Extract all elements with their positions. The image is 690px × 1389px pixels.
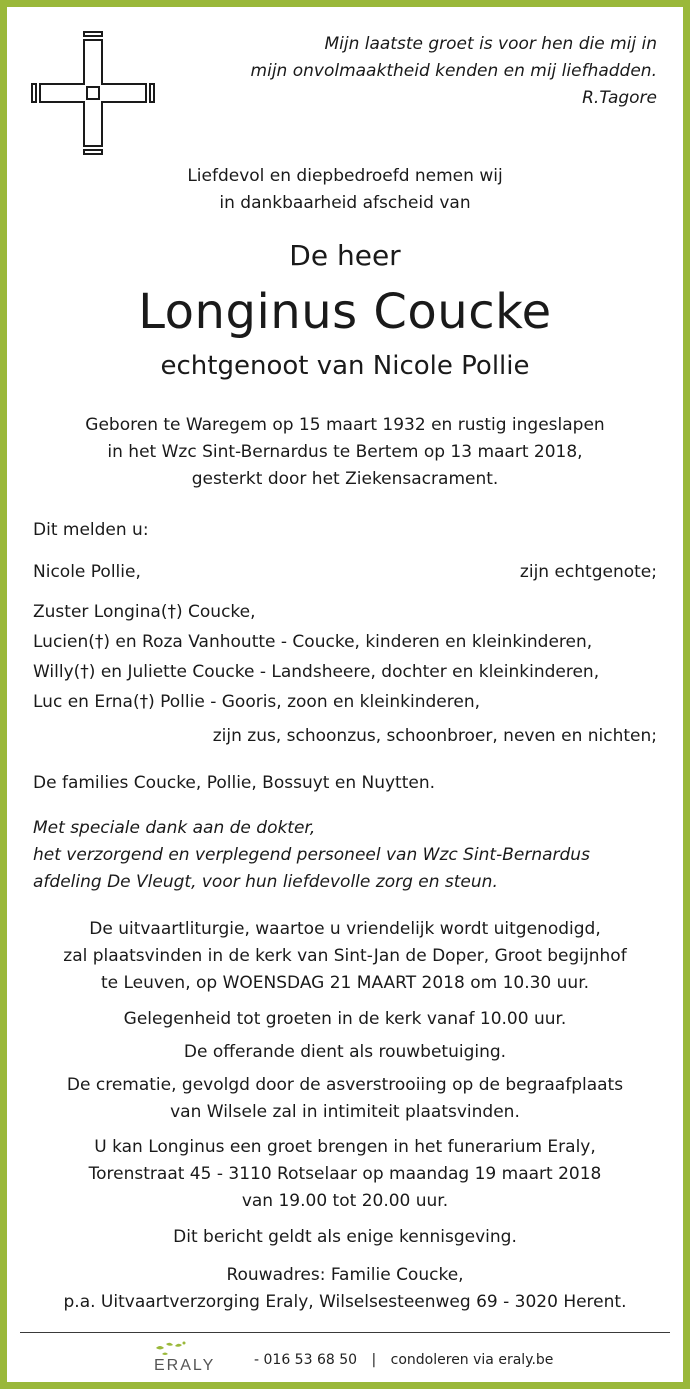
deceased-name: Longinus Coucke [138, 284, 552, 340]
deceased-title: De heer [289, 239, 401, 272]
quote-author: R.Tagore [582, 88, 657, 108]
footer-phone: - 016 53 68 50 [254, 1352, 358, 1368]
spouse-relation: zijn echtgenote; [519, 562, 657, 582]
cremation-line: van Wilsele zal in intimiteit plaatsvinden. [170, 1102, 520, 1122]
visit-line: Torenstraat 45 - 3110 Rotselaar op maandag 19 maart 2018 [88, 1164, 602, 1184]
thanks-line: afdeling De Vleugt, voor hun liefdevolle zorg en steun. [33, 872, 498, 892]
family-list [33, 597, 599, 717]
birth-text [20, 412, 670, 493]
eraly-logo [148, 1340, 248, 1374]
cremation-line: De crematie, gevolgd door de asverstrooiing op de begraafplaats [66, 1075, 624, 1095]
quote-block [237, 31, 657, 112]
logo-text: ERALY [154, 1357, 216, 1374]
address-block [20, 1262, 670, 1316]
cremation-block [20, 1072, 670, 1126]
address-line: Rouwadres: Familie Coucke, [226, 1265, 464, 1285]
funeral-line: De uitvaartliturgie, waartoe u vriendelijk wordt uitgenodigd, [89, 919, 601, 939]
visit-line: U kan Longinus een groet brengen in het funerarium Eraly, [94, 1137, 596, 1157]
birth-line: gesterkt door het Ziekensacrament. [191, 469, 499, 489]
offering-text: De offerande dient als rouwbetuiging. [183, 1042, 507, 1062]
cross-icon [28, 28, 158, 158]
funeral-line: te Leuven, op WOENSDAG 21 MAART 2018 om 10.30 uur. [100, 973, 590, 993]
intro-line: in dankbaarheid afscheid van [219, 193, 471, 213]
thanks-block [33, 815, 590, 896]
thanks-line: het verzorgend en verplegend personeel van Wzc Sint-Bernardus [33, 845, 590, 865]
footer-contact [254, 1350, 553, 1370]
birth-line: Geboren te Waregem op 15 maart 1932 en rustig ingeslapen [85, 415, 605, 435]
footer-divider [20, 1332, 670, 1333]
family-line: Lucien(†) en Roza Vanhoutte - Coucke, kinderen en kleinkinderen, [33, 632, 593, 652]
quote-line: Mijn laatste groet is voor hen die mij in [324, 34, 657, 54]
family-line: Zuster Longina(†) Coucke, [33, 602, 256, 622]
deceased-spouse: echtgenoot van Nicole Pollie [160, 351, 530, 381]
footer-separator: | [371, 1352, 377, 1368]
spouse-name: Nicole Pollie, [33, 562, 141, 582]
thanks-line: Met speciale dank aan de dokter, [33, 818, 316, 838]
funeral-line: zal plaatsvinden in de kerk van Sint-Jan de Doper, Groot begijnhof [63, 946, 627, 966]
family-line: Willy(†) en Juliette Coucke - Landsheere, dochter en kleinkinderen, [33, 662, 600, 682]
announce-text: Dit melden u: [33, 520, 149, 540]
visit-block [20, 1134, 670, 1215]
families-text: De families Coucke, Pollie, Bossuyt en Nuytten. [33, 773, 436, 793]
footer-condolence-link[interactable]: condoleren via eraly.be [390, 1352, 554, 1368]
intro-text [20, 163, 670, 217]
greeting-text: Gelegenheid tot groeten in de kerk vanaf 10.00 uur. [123, 1009, 567, 1029]
birth-line: in het Wzc Sint-Bernardus te Bertem op 13 maart 2018, [107, 442, 583, 462]
intro-line: Liefdevol en diepbedroefd nemen wij [187, 166, 503, 186]
family-line: Luc en Erna(†) Pollie - Gooris, zoon en kleinkinderen, [33, 692, 481, 712]
address-line: p.a. Uitvaartverzorging Eraly, Wilselsesteenweg 69 - 3020 Herent. [63, 1292, 627, 1312]
visit-line: van 19.00 tot 20.00 uur. [241, 1191, 449, 1211]
funeral-block [20, 916, 670, 997]
quote-line: mijn onvolmaaktheid kenden en mij liefhadden. [250, 61, 657, 81]
notice-text: Dit bericht geldt als enige kennisgeving. [173, 1227, 517, 1247]
family-tail: zijn zus, schoonzus, schoonbroer, neven en nichten; [212, 726, 657, 746]
